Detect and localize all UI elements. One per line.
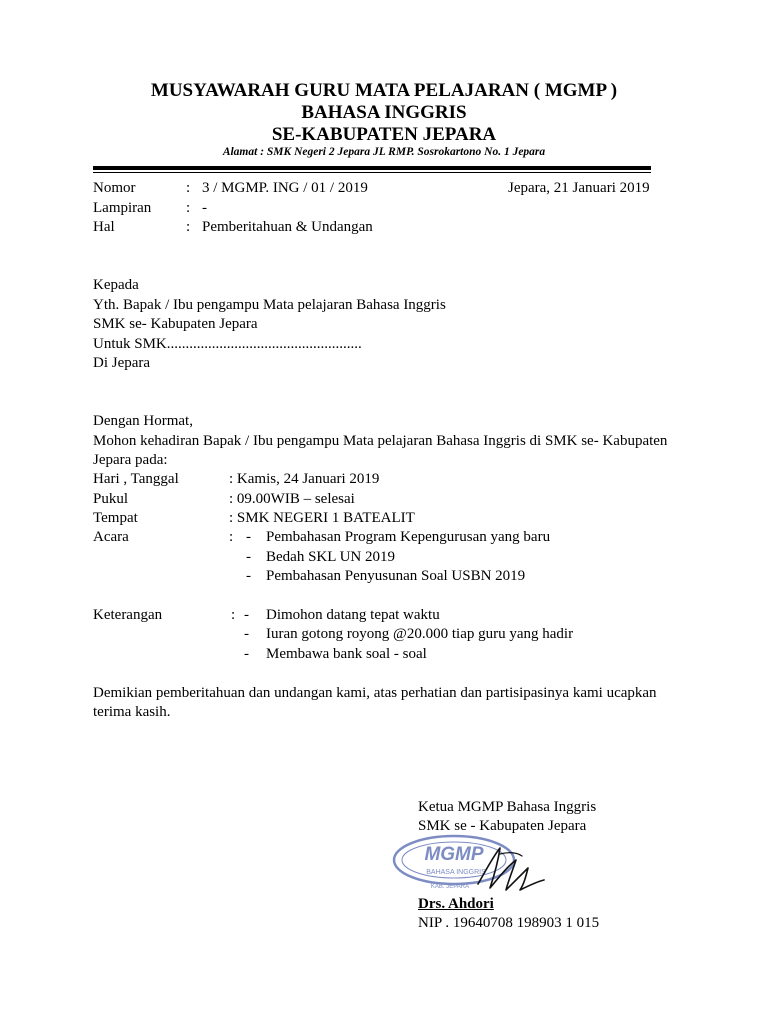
tempat-label: Tempat [93,510,138,526]
recipient-school-group: SMK se- Kabupaten Jepara [93,316,258,332]
lampiran-colon: : [186,200,191,216]
lampiran-value: - [202,200,207,216]
letterhead-divider-thin [93,172,651,173]
signatory-name: Drs. Ahdori [418,896,494,912]
recipient-kepada: Kepada [93,277,139,293]
letterhead-subject: BAHASA INGGRIS [301,102,467,123]
keterangan-dash: - [244,607,249,623]
lampiran-label: Lampiran [93,200,152,216]
recipient-location: Di Jepara [93,355,151,371]
signatory-position: Ketua MGMP Bahasa Inggris [418,799,597,815]
nomor-value: 3 / MGMP. ING / 01 / 2019 [202,180,368,196]
keterangan-dash: - [244,646,249,662]
keterangan-item: Iuran gotong royong @20.000 tiap guru yang hadir [266,626,574,642]
keterangan-label: Keterangan [93,607,163,623]
intro-line-1: Mohon kehadiran Bapak / Ibu pengampu Mata pelajaran Bahasa Inggris di SMK se- Kabupaten [93,433,668,449]
stamp-subtext: BAHASA INGGRIS [426,869,486,876]
salutation: Dengan Hormat, [93,413,193,429]
closing-line-2: terima kasih. [93,704,171,720]
recipient-school-line: Untuk SMK.................................................... [93,336,362,352]
keterangan-dash: - [244,626,249,642]
pukul-label: Pukul [93,491,129,507]
nomor-colon: : [186,180,191,196]
acara-dash: - [246,529,251,545]
handwritten-signature [470,840,550,900]
letterhead-divider-thick [93,166,651,170]
signature-scribble-icon [470,840,550,900]
letterhead-address: Alamat : SMK Negeri 2 Jepara JL RMP. Sosrokartono No. 1 Jepara [222,146,546,158]
signatory-nip: NIP . 19640708 198903 1 015 [418,915,600,931]
pukul-value: : 09.00WIB – selesai [229,491,355,507]
acara-dash: - [246,568,251,584]
hari-label: Hari , Tanggal [93,471,179,487]
keterangan-colon: : [231,607,236,623]
hal-value: Pemberitahuan & Undangan [202,219,373,235]
recipient-addressee: Yth. Bapak / Ibu pengampu Mata pelajaran Bahasa Inggris [93,297,446,313]
acara-label: Acara [93,529,129,545]
acara-item: Pembahasan Program Kepengurusan yang baru [266,529,551,545]
acara-colon: : [229,529,234,545]
intro-line-2: Jepara pada: [93,452,168,468]
signatory-organization: SMK se - Kabupaten Jepara [418,818,587,834]
place-date: Jepara, 21 Januari 2019 [508,180,650,196]
acara-item: Pembahasan Penyusunan Soal USBN 2019 [266,568,526,584]
hari-value: : Kamis, 24 Januari 2019 [229,471,380,487]
closing-line-1: Demikian pemberitahuan dan undangan kami, atas perhatian dan partisipasinya kami ucapkan [93,685,657,701]
letterhead-title: MUSYAWARAH GURU MATA PELAJARAN ( MGMP ) [150,80,618,101]
keterangan-item: Dimohon datang tepat waktu [266,607,440,623]
letterhead-region: SE-KABUPATEN JEPARA [271,124,497,145]
hal-label: Hal [93,219,115,235]
tempat-value: : SMK NEGERI 1 BATEALIT [229,510,415,526]
keterangan-item: Membawa bank soal - soal [266,646,427,662]
acara-dash: - [246,549,251,565]
stamp-bottom-text: KAB. JEPARA [430,884,470,890]
nomor-label: Nomor [93,180,136,196]
acara-item: Bedah SKL UN 2019 [266,549,396,565]
stamp-text: MGMP [424,844,484,865]
hal-colon: : [186,219,191,235]
